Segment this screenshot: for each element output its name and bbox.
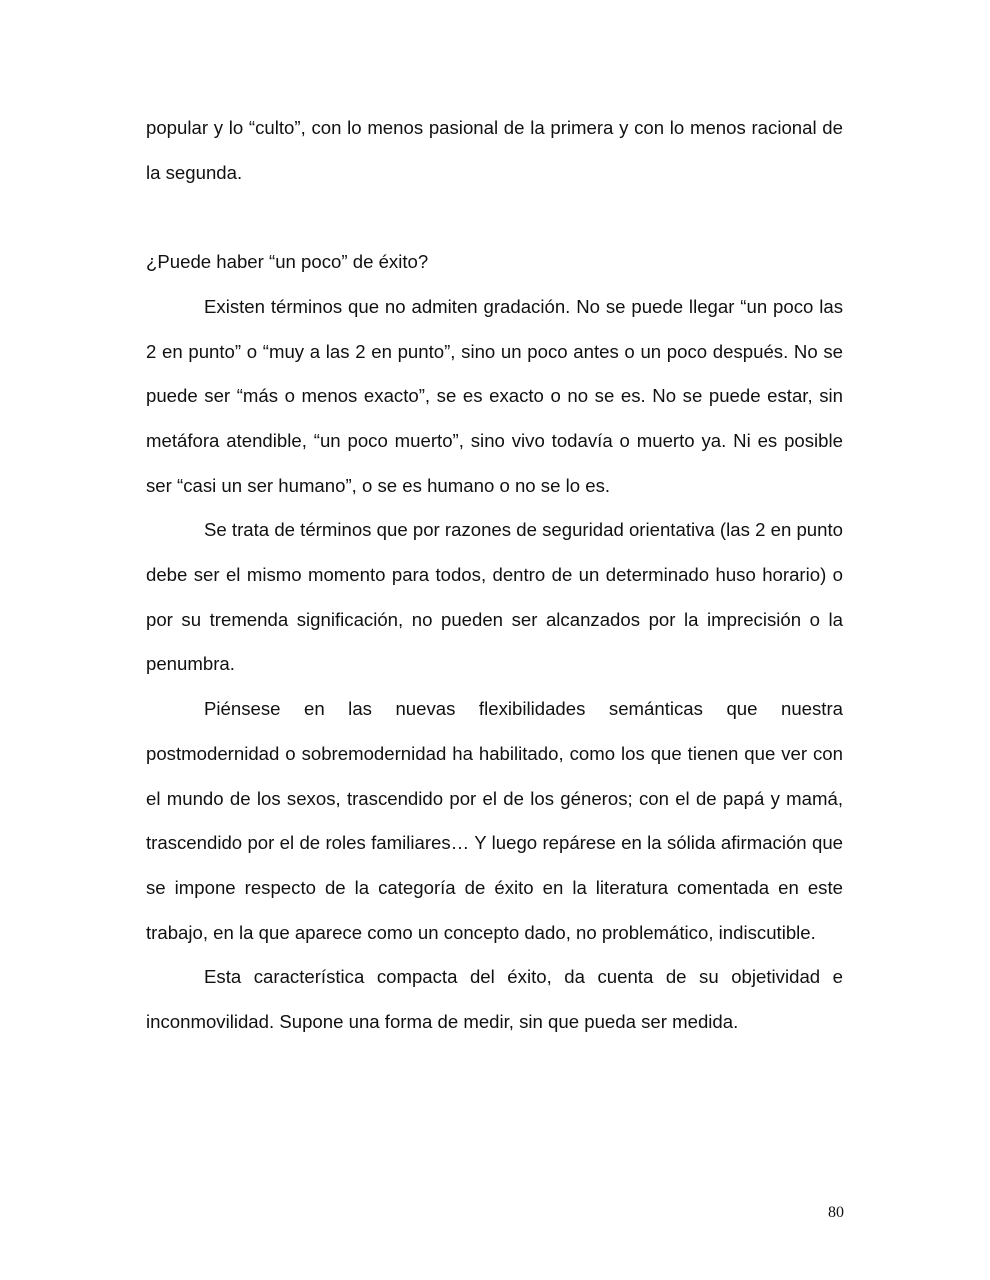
paragraph-2: Se trata de términos que por razones de seguridad orientativa (las 2 en punto debe ser el mismo momento para todos, dentro de un determinado huso horario) o por su tremenda significación, no pueden ser alcanzados por la imprecisión o la penumbra. — [146, 519, 843, 675]
paragraph-3: Piénsese en las nuevas flexibilidades semánticas que nuestra postmodernidad o sobremodernidad ha habilitado, como los que tienen que ver con el mundo de los sexos, trascendido por el de los géneros; con el de papá y mamá, trascendido por el de roles familiares… Y luego repárese en la sólida afirmación que se impone respecto de la categoría de éxito en la literatura comentada en este trabajo, en la que aparece como un concepto dado, no problemático, indiscutible. — [146, 698, 843, 943]
page-number: 80 — [828, 1204, 844, 1221]
body-text — [146, 106, 843, 1045]
paragraph-4: Esta característica compacta del éxito, da cuenta de su objetividad e inconmovilidad. Supone una forma de medir, sin que pueda ser medida. — [146, 966, 843, 1033]
continuation-paragraph: popular y lo “culto”, con lo menos pasional de la primera y con lo menos racional de la segunda. — [146, 117, 843, 183]
paragraph-1: Existen términos que no admiten gradación. No se puede llegar “un poco las 2 en punto” o “muy a las 2 en punto”, sino un poco antes o un poco después. No se puede ser “más o menos exacto”, se es exacto o no se es. No se puede estar, sin metáfora atendible, “un poco muerto”, sino vivo todavía o muerto ya. Ni es posible ser “casi un ser humano”, o se es humano o no se lo es. — [146, 295, 843, 496]
section-gap — [146, 195, 843, 240]
section-heading: ¿Puede haber “un poco” de éxito? — [146, 251, 429, 273]
